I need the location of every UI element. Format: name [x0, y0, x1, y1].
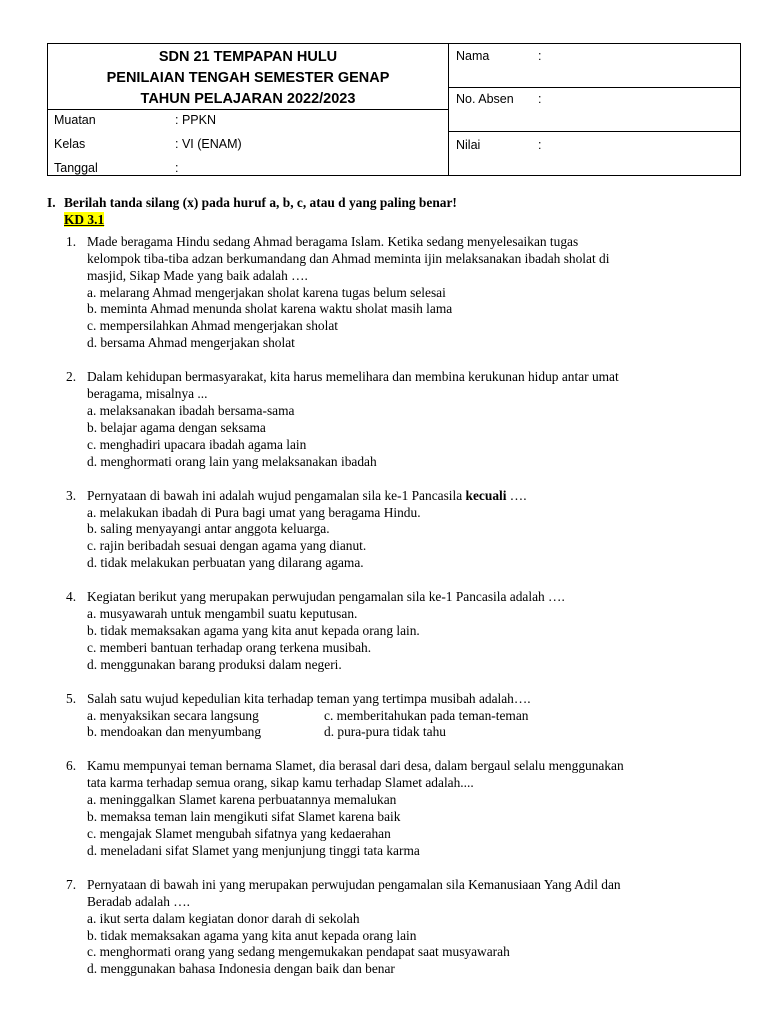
option-d: d. bersama Ahmad mengerjakan sholat — [87, 335, 295, 351]
question-text-line: Made beragama Hindu sedang Ahmad beragama Islam. Ketika sedang menyelesaikan tugas — [87, 233, 579, 249]
field-label-tanggal: Tanggal — [54, 161, 98, 175]
question-5 — [47, 691, 747, 742]
option-a: a. melakukan ibadah di Pura bagi umat yang beragama Hindu. — [87, 504, 421, 520]
question-text-line: tata karma terhadap semua orang, sikap kamu terhadap Slamet adalah.... — [87, 775, 474, 791]
field-label-no-absen: No. Absen — [456, 92, 514, 106]
option-c: c. menghormati orang yang sedang mengemukakan pendapat saat musyawarah — [87, 944, 510, 960]
right-divider-2 — [448, 131, 741, 132]
option-c: c. memberitahukan pada teman-teman — [324, 707, 529, 723]
school-name: SDN 21 TEMPAPAN HULU — [158, 49, 338, 65]
option-d: d. menggunakan barang produksi dalam negeri. — [87, 656, 342, 672]
option-b: b. mendoakan dan menyumbang — [87, 724, 262, 740]
option-b: b. meminta Ahmad menunda sholat karena waktu sholat masih lama — [87, 301, 453, 317]
header-table — [47, 43, 741, 176]
option-b: b. tidak memaksakan agama yang kita anut kepada orang lain — [87, 927, 417, 943]
question-text-line: masjid, Sikap Made yang baik adalah …. — [87, 267, 308, 283]
field-value-kelas: : VI (ENAM) — [175, 137, 242, 151]
question-text-line: Beradab adalah …. — [87, 893, 190, 909]
question-number: 3. — [66, 487, 77, 503]
option-c: c. menghadiri upacara ibadah agama lain — [87, 436, 307, 452]
option-b: b. saling menyayangi antar anggota keluarga. — [87, 521, 330, 537]
option-a: a. menyaksikan secara langsung — [87, 707, 259, 723]
option-b: b. belajar agama dengan seksama — [87, 419, 266, 435]
question-text-line: Kamu mempunyai teman bernama Slamet, dia berasal dari desa, dalam bergaul selalu menggunakan — [87, 758, 624, 774]
option-c: c. mempersilahkan Ahmad mengerjakan sholat — [87, 318, 338, 334]
option-c: c. mengajak Slamet mengubah sifatnya yang kedaerahan — [87, 826, 391, 841]
question-number: 5. — [66, 690, 77, 706]
option-c: c. rajin beribadah sesuai dengan agama yang dianut. — [87, 538, 367, 554]
option-a: a. meninggalkan Slamet karena perbuatannya memalukan — [87, 792, 397, 808]
field-value-muatan: : PPKN — [175, 113, 216, 127]
question-4 — [47, 589, 747, 674]
field-value-tanggal: : — [175, 161, 179, 175]
field-label-muatan: Muatan — [54, 113, 96, 127]
field-value-nama: : — [538, 49, 542, 63]
question-6 — [47, 758, 747, 859]
section-title — [47, 195, 747, 212]
right-divider-1 — [448, 87, 741, 88]
question-1 — [47, 234, 747, 352]
section-number: I. — [47, 195, 56, 210]
question-text-line: Kegiatan berikut yang merupakan perwujudan pengamalan sila ke-1 Pancasila adalah …. — [87, 589, 565, 605]
option-c: c. memberi bantuan terhadap orang terkena musibah. — [87, 639, 372, 655]
question-2 — [47, 369, 747, 470]
question-content — [47, 195, 747, 978]
option-a: a. musyawarah untuk mengambil suatu keputusan. — [87, 606, 358, 622]
academic-year: TAHUN PELAJARAN 2022/2023 — [140, 91, 356, 107]
question-3 — [47, 488, 747, 573]
question-7 — [47, 877, 747, 978]
question-text-line — [87, 488, 747, 505]
option-a: a. melaksanakan ibadah bersama-sama — [87, 402, 295, 418]
question-keyword: kecuali — [465, 487, 507, 503]
option-d: d. menghormati orang lain yang melaksanakan ibadah — [87, 453, 377, 469]
question-text-line: Dalam kehidupan bermasyarakat, kita harus memelihara dan membina kerukunan hidup antar umat — [87, 369, 619, 385]
question-number: 7. — [66, 876, 77, 892]
question-number: 1. — [66, 233, 77, 249]
question-number: 6. — [66, 758, 77, 774]
field-label-kelas: Kelas — [54, 137, 86, 151]
kd-label: KD 3.1 — [64, 211, 105, 227]
option-a: a. melarang Ahmad mengerjakan sholat karena tugas belum selesai — [87, 284, 446, 300]
question-text-line: Pernyataan di bawah ini yang merupakan perwujudan pengamalan sila Kemanusiaan Yang Adil dan — [87, 876, 621, 892]
option-b: b. tidak memaksakan agama yang kita anut kepada orang lain. — [87, 622, 420, 638]
question-number: 2. — [66, 369, 77, 385]
title-divider — [48, 109, 448, 110]
question-number: 4. — [66, 589, 77, 605]
field-value-nilai: : — [538, 138, 542, 152]
option-b: b. memaksa teman lain mengikuti sifat Slamet karena baik — [87, 809, 401, 825]
question-text-line: Salah satu wujud kepedulian kita terhadap teman yang tertimpa musibah adalah…. — [87, 690, 531, 706]
option-d: d. tidak melakukan perbuatan yang dilarang agama. — [87, 555, 364, 571]
field-label-nilai: Nilai — [456, 138, 481, 152]
option-d: d. pura-pura tidak tahu — [324, 724, 446, 740]
field-label-nama: Nama — [456, 49, 490, 63]
question-text-end: …. — [506, 487, 527, 503]
kd-label-wrap — [64, 212, 747, 229]
field-value-no-absen: : — [538, 92, 542, 106]
question-text-line: kelompok tiba-tiba adzan berkumandang dan Ahmad meminta ijin melaksanakan ibadah sholat di — [87, 250, 610, 266]
option-d: d. meneladani sifat Slamet yang menjunjung tinggi tata karma — [87, 842, 420, 858]
question-text-line: beragama, misalnya ... — [87, 386, 208, 402]
question-text: Pernyataan di bawah ini adalah wujud pengamalan sila ke-1 Pancasila — [87, 487, 466, 503]
option-a: a. ikut serta dalam kegiatan donor darah di sekolah — [87, 910, 360, 926]
header-divider — [448, 44, 449, 175]
section-instruction: Berilah tanda silang (x) pada huruf a, b, c, atau d yang paling benar! — [64, 195, 457, 210]
option-d: d. menggunakan bahasa Indonesia dengan baik dan benar — [87, 961, 395, 977]
exam-title: PENILAIAN TENGAH SEMESTER GENAP — [106, 70, 390, 86]
